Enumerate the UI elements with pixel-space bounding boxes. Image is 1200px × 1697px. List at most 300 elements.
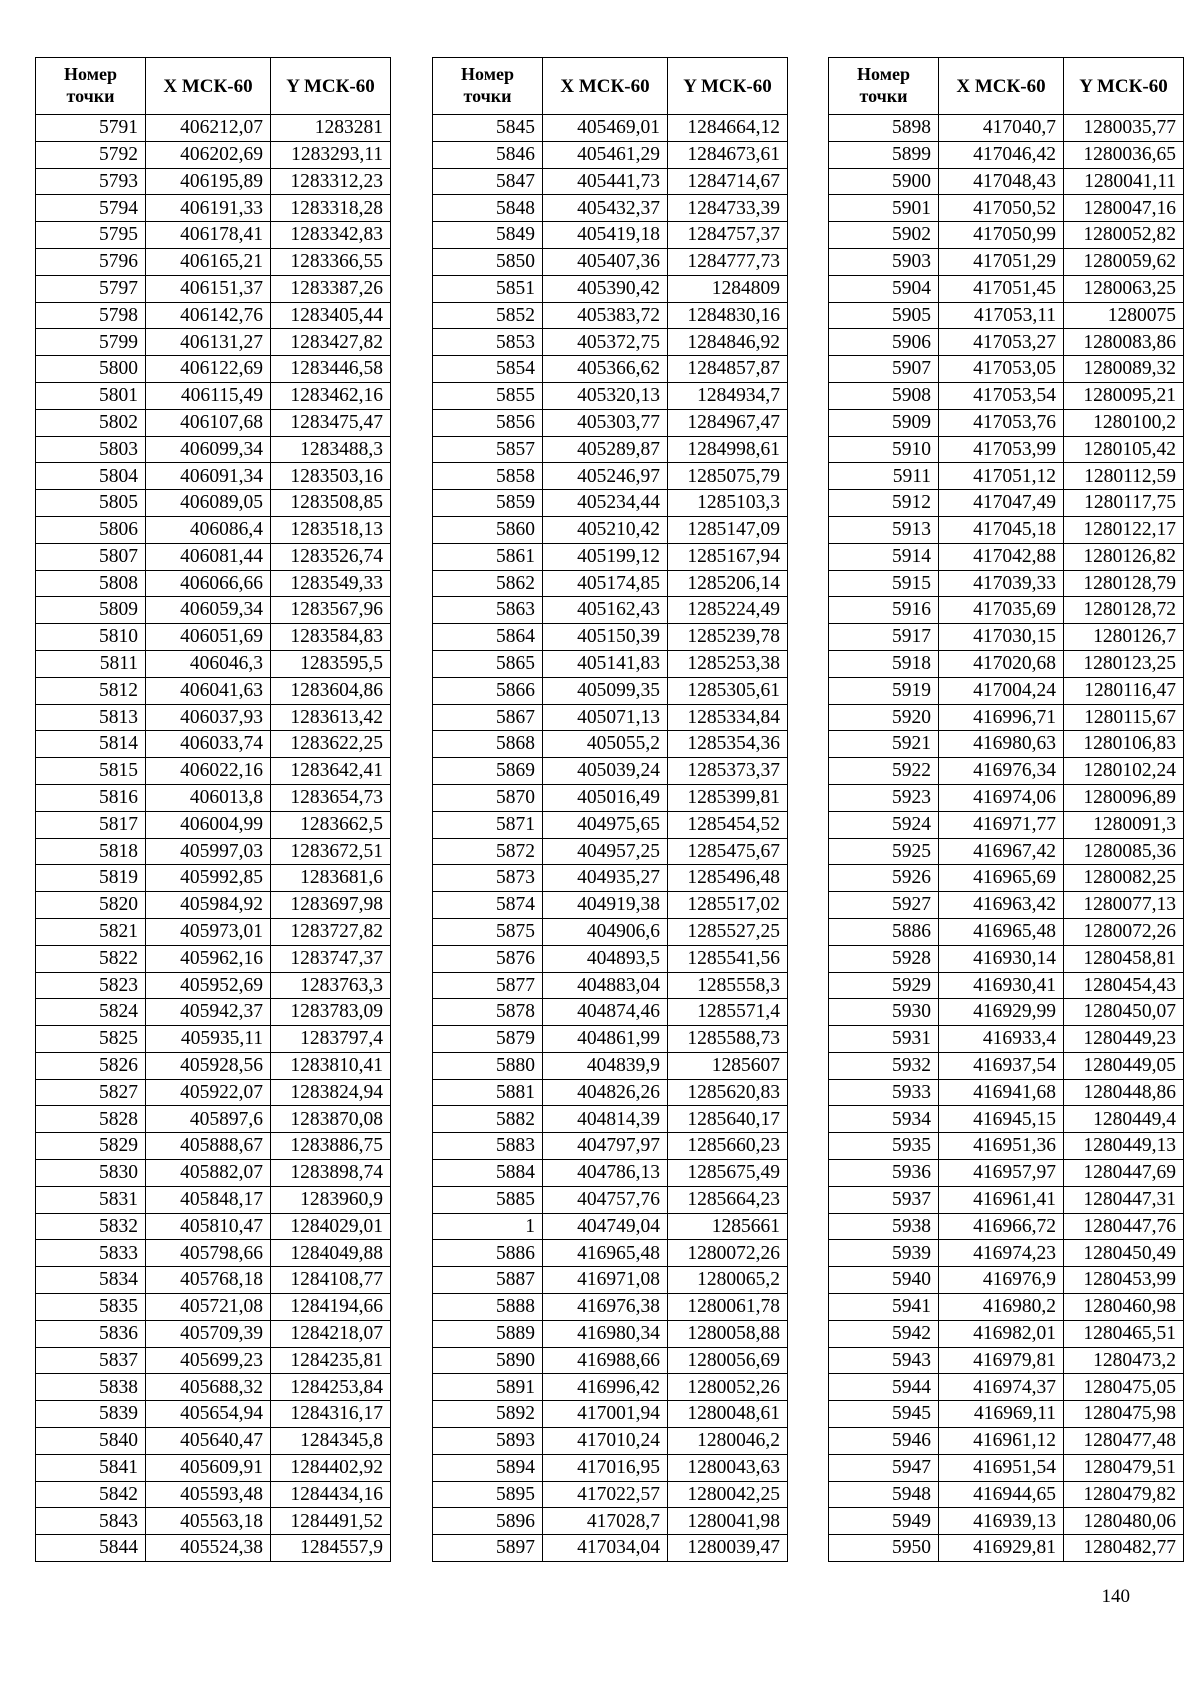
cell-point-number: 5836 <box>36 1320 146 1347</box>
cell-x: 405942,37 <box>146 999 271 1026</box>
cell-x: 406195,89 <box>146 168 271 195</box>
cell-point-number: 5816 <box>36 784 146 811</box>
cell-y: 1283503,16 <box>271 463 391 490</box>
table-header-row <box>36 58 391 115</box>
table-row <box>433 1267 788 1294</box>
table-row <box>829 409 1184 436</box>
cell-y: 1284253,84 <box>271 1374 391 1401</box>
table-row <box>36 1160 391 1187</box>
table-row <box>829 382 1184 409</box>
table-row <box>829 1320 1184 1347</box>
table-row <box>829 1374 1184 1401</box>
cell-y: 1284345,8 <box>271 1428 391 1455</box>
cell-x: 404786,13 <box>543 1160 668 1187</box>
cell-y: 1280105,42 <box>1064 436 1184 463</box>
cell-x: 417053,27 <box>939 329 1064 356</box>
cell-x: 405709,39 <box>146 1320 271 1347</box>
table-row <box>433 1079 788 1106</box>
cell-point-number: 5897 <box>433 1535 543 1562</box>
table-row <box>433 222 788 249</box>
cell-x: 416965,69 <box>939 865 1064 892</box>
cell-x: 406033,74 <box>146 731 271 758</box>
cell-point-number: 5797 <box>36 275 146 302</box>
cell-y: 1285334,84 <box>668 704 788 731</box>
cell-x: 405234,44 <box>543 490 668 517</box>
cell-y: 1283312,23 <box>271 168 391 195</box>
table-row <box>36 409 391 436</box>
table-row <box>36 1428 391 1455</box>
cell-point-number: 5848 <box>433 195 543 222</box>
table-row <box>36 838 391 865</box>
cell-y: 1285664,23 <box>668 1186 788 1213</box>
cell-x: 405199,12 <box>543 543 668 570</box>
table-row <box>36 1401 391 1428</box>
table-row <box>829 570 1184 597</box>
cell-y: 1285475,67 <box>668 838 788 865</box>
cell-point-number: 5866 <box>433 677 543 704</box>
cell-x: 405419,18 <box>543 222 668 249</box>
cell-point-number: 5796 <box>36 248 146 275</box>
cell-point-number: 5930 <box>829 999 939 1026</box>
table-row <box>829 650 1184 677</box>
cell-point-number: 5831 <box>36 1186 146 1213</box>
cell-y: 1283622,25 <box>271 731 391 758</box>
table-row <box>36 972 391 999</box>
cell-point-number: 5882 <box>433 1106 543 1133</box>
cell-point-number: 5887 <box>433 1267 543 1294</box>
cell-point-number: 5873 <box>433 865 543 892</box>
cell-y: 1285640,17 <box>668 1106 788 1133</box>
cell-y: 1280102,24 <box>1064 758 1184 785</box>
cell-y: 1280100,2 <box>1064 409 1184 436</box>
table-row <box>36 758 391 785</box>
cell-x: 416980,2 <box>939 1294 1064 1321</box>
cell-x: 416971,08 <box>543 1267 668 1294</box>
cell-x: 404919,38 <box>543 892 668 919</box>
cell-y: 1283898,74 <box>271 1160 391 1187</box>
cell-x: 405390,42 <box>543 275 668 302</box>
cell-point-number: 5941 <box>829 1294 939 1321</box>
table-row <box>433 650 788 677</box>
cell-x: 405366,62 <box>543 356 668 383</box>
cell-y: 1285527,25 <box>668 918 788 945</box>
cell-y: 1280473,2 <box>1064 1347 1184 1374</box>
cell-y: 1285354,36 <box>668 731 788 758</box>
table-row <box>36 1508 391 1535</box>
cell-point-number: 5794 <box>36 195 146 222</box>
cell-x: 416988,66 <box>543 1347 668 1374</box>
cell-y: 1280042,25 <box>668 1481 788 1508</box>
table-row <box>433 1481 788 1508</box>
cell-x: 405654,94 <box>146 1401 271 1428</box>
cell-y: 1285571,4 <box>668 999 788 1026</box>
cell-x: 404883,04 <box>543 972 668 999</box>
cell-x: 416937,54 <box>939 1052 1064 1079</box>
cell-x: 405984,92 <box>146 892 271 919</box>
cell-point-number: 5830 <box>36 1160 146 1187</box>
cell-x: 417042,88 <box>939 543 1064 570</box>
cell-point-number: 5876 <box>433 945 543 972</box>
cell-x: 404957,25 <box>543 838 668 865</box>
cell-x: 416969,11 <box>939 1401 1064 1428</box>
cell-y: 1283604,86 <box>271 677 391 704</box>
cell-x: 416963,42 <box>939 892 1064 919</box>
table-row <box>36 784 391 811</box>
cell-point-number: 5936 <box>829 1160 939 1187</box>
table-row <box>433 1428 788 1455</box>
cell-point-number: 5923 <box>829 784 939 811</box>
cell-y: 1283318,28 <box>271 195 391 222</box>
cell-point-number: 5902 <box>829 222 939 249</box>
cell-y: 1284664,12 <box>668 115 788 142</box>
cell-point-number: 5900 <box>829 168 939 195</box>
table-row <box>36 1320 391 1347</box>
table-row <box>433 945 788 972</box>
cell-y: 1284967,47 <box>668 409 788 436</box>
cell-point-number: 5898 <box>829 115 939 142</box>
cell-x: 405848,17 <box>146 1186 271 1213</box>
cell-point-number: 5881 <box>433 1079 543 1106</box>
cell-x: 417051,45 <box>939 275 1064 302</box>
cell-y: 1280117,75 <box>1064 490 1184 517</box>
cell-y: 1284809 <box>668 275 788 302</box>
cell-x: 405162,43 <box>543 597 668 624</box>
table-row <box>433 677 788 704</box>
cell-x: 416961,41 <box>939 1186 1064 1213</box>
cell-y: 1285167,94 <box>668 543 788 570</box>
table-row <box>829 1160 1184 1187</box>
cell-x: 405563,18 <box>146 1508 271 1535</box>
cell-point-number: 5829 <box>36 1133 146 1160</box>
table-row <box>36 1294 391 1321</box>
table-row <box>433 409 788 436</box>
table-header-row <box>433 58 788 115</box>
header-y: Y МСК-60 <box>668 58 788 115</box>
cell-point-number: 5920 <box>829 704 939 731</box>
cell-point-number: 5894 <box>433 1454 543 1481</box>
cell-y: 1283427,82 <box>271 329 391 356</box>
cell-y: 1280096,89 <box>1064 784 1184 811</box>
table-row <box>829 918 1184 945</box>
cell-point-number: 5890 <box>433 1347 543 1374</box>
table-row <box>36 1535 391 1562</box>
cell-point-number: 5805 <box>36 490 146 517</box>
table-row <box>829 758 1184 785</box>
cell-y: 1284830,16 <box>668 302 788 329</box>
cell-y: 1284673,61 <box>668 141 788 168</box>
cell-x: 405289,87 <box>543 436 668 463</box>
cell-y: 1285373,37 <box>668 758 788 785</box>
cell-y: 1280083,86 <box>1064 329 1184 356</box>
cell-point-number: 5895 <box>433 1481 543 1508</box>
cell-x: 416976,9 <box>939 1267 1064 1294</box>
cell-y: 1280449,23 <box>1064 1026 1184 1053</box>
cell-y: 1280115,67 <box>1064 704 1184 731</box>
cell-x: 405432,37 <box>543 195 668 222</box>
cell-x: 405441,73 <box>543 168 668 195</box>
table-row <box>36 516 391 543</box>
cell-point-number: 5949 <box>829 1508 939 1535</box>
cell-y: 1284218,07 <box>271 1320 391 1347</box>
cell-x: 405016,49 <box>543 784 668 811</box>
cell-y: 1283824,94 <box>271 1079 391 1106</box>
table-row <box>36 677 391 704</box>
cell-y: 1280450,49 <box>1064 1240 1184 1267</box>
cell-x: 404975,65 <box>543 811 668 838</box>
cell-x: 404839,9 <box>543 1052 668 1079</box>
cell-y: 1283342,83 <box>271 222 391 249</box>
cell-point-number: 5896 <box>433 1508 543 1535</box>
table-row <box>36 945 391 972</box>
cell-point-number: 5908 <box>829 382 939 409</box>
table-row <box>36 356 391 383</box>
table-row <box>36 597 391 624</box>
cell-point-number: 5886 <box>433 1240 543 1267</box>
cell-x: 416929,99 <box>939 999 1064 1026</box>
table-row <box>829 1294 1184 1321</box>
cell-point-number: 5862 <box>433 570 543 597</box>
cell-y: 1280035,77 <box>1064 115 1184 142</box>
table-row <box>433 248 788 275</box>
table-row <box>829 1186 1184 1213</box>
cell-y: 1280447,31 <box>1064 1186 1184 1213</box>
cell-point-number: 5891 <box>433 1374 543 1401</box>
table-row <box>433 1213 788 1240</box>
cell-point-number: 5807 <box>36 543 146 570</box>
cell-point-number: 5929 <box>829 972 939 999</box>
table-row <box>829 463 1184 490</box>
table-row <box>829 1052 1184 1079</box>
coordinates-table-3 <box>828 57 1184 1562</box>
cell-y: 1280449,05 <box>1064 1052 1184 1079</box>
cell-x: 416941,68 <box>939 1079 1064 1106</box>
cell-point-number: 5841 <box>36 1454 146 1481</box>
cell-point-number: 5835 <box>36 1294 146 1321</box>
cell-x: 416967,42 <box>939 838 1064 865</box>
cell-point-number: 5915 <box>829 570 939 597</box>
table-row <box>829 141 1184 168</box>
cell-x: 416974,06 <box>939 784 1064 811</box>
table-row <box>433 1454 788 1481</box>
cell-y: 1283366,55 <box>271 248 391 275</box>
cell-x: 405071,13 <box>543 704 668 731</box>
cell-x: 405141,83 <box>543 650 668 677</box>
cell-y: 1280479,82 <box>1064 1481 1184 1508</box>
cell-point-number: 5935 <box>829 1133 939 1160</box>
cell-x: 404935,27 <box>543 865 668 892</box>
cell-point-number: 5808 <box>36 570 146 597</box>
cell-point-number: 5884 <box>433 1160 543 1187</box>
cell-y: 1280061,78 <box>668 1294 788 1321</box>
cell-x: 416976,38 <box>543 1294 668 1321</box>
cell-point-number: 5842 <box>36 1481 146 1508</box>
cell-y: 1283672,51 <box>271 838 391 865</box>
cell-y: 1280128,72 <box>1064 597 1184 624</box>
cell-y: 1280112,59 <box>1064 463 1184 490</box>
cell-y: 1284934,7 <box>668 382 788 409</box>
table-row <box>36 275 391 302</box>
table-row <box>433 1294 788 1321</box>
cell-x: 417022,57 <box>543 1481 668 1508</box>
cell-y: 1280449,13 <box>1064 1133 1184 1160</box>
cell-y: 1280447,69 <box>1064 1160 1184 1187</box>
cell-x: 406013,8 <box>146 784 271 811</box>
cell-point-number: 5871 <box>433 811 543 838</box>
cell-y: 1280036,65 <box>1064 141 1184 168</box>
cell-x: 416939,13 <box>939 1508 1064 1535</box>
cell-x: 406151,37 <box>146 275 271 302</box>
cell-point-number: 5872 <box>433 838 543 865</box>
cell-x: 406165,21 <box>146 248 271 275</box>
cell-x: 405935,11 <box>146 1026 271 1053</box>
cell-y: 1283567,96 <box>271 597 391 624</box>
cell-x: 416982,01 <box>939 1320 1064 1347</box>
cell-point-number: 5921 <box>829 731 939 758</box>
cell-point-number: 5878 <box>433 999 543 1026</box>
cell-y: 1280056,69 <box>668 1347 788 1374</box>
cell-point-number: 5853 <box>433 329 543 356</box>
cell-y: 1284235,81 <box>271 1347 391 1374</box>
cell-y: 1283960,9 <box>271 1186 391 1213</box>
cell-x: 416971,77 <box>939 811 1064 838</box>
cell-x: 404749,04 <box>543 1213 668 1240</box>
cell-x: 416979,81 <box>939 1347 1064 1374</box>
table-row <box>433 1052 788 1079</box>
cell-y: 1280477,48 <box>1064 1428 1184 1455</box>
cell-point-number: 5916 <box>829 597 939 624</box>
cell-x: 406142,76 <box>146 302 271 329</box>
cell-x: 405888,67 <box>146 1133 271 1160</box>
cell-x: 405768,18 <box>146 1267 271 1294</box>
cell-x: 405810,47 <box>146 1213 271 1240</box>
cell-x: 406037,93 <box>146 704 271 731</box>
cell-y: 1285075,79 <box>668 463 788 490</box>
cell-point-number: 5942 <box>829 1320 939 1347</box>
table-row <box>829 516 1184 543</box>
cell-point-number: 5927 <box>829 892 939 919</box>
cell-y: 1283763,3 <box>271 972 391 999</box>
table-row <box>829 222 1184 249</box>
cell-point-number: 5799 <box>36 329 146 356</box>
cell-y: 1283508,85 <box>271 490 391 517</box>
cell-y: 1280047,16 <box>1064 195 1184 222</box>
cell-y: 1283654,73 <box>271 784 391 811</box>
cell-point-number: 5893 <box>433 1428 543 1455</box>
cell-y: 1280072,26 <box>668 1240 788 1267</box>
table-row <box>829 1481 1184 1508</box>
cell-point-number: 5932 <box>829 1052 939 1079</box>
cell-y: 1280475,98 <box>1064 1401 1184 1428</box>
cell-x: 405593,48 <box>146 1481 271 1508</box>
cell-point-number: 5903 <box>829 248 939 275</box>
cell-x: 406081,44 <box>146 543 271 570</box>
table-row <box>433 1160 788 1187</box>
header-x: X МСК-60 <box>146 58 271 115</box>
cell-point-number: 5883 <box>433 1133 543 1160</box>
cell-point-number: 5854 <box>433 356 543 383</box>
cell-y: 1280052,82 <box>1064 222 1184 249</box>
cell-y: 1283697,98 <box>271 892 391 919</box>
cell-point-number: 5834 <box>36 1267 146 1294</box>
cell-x: 417050,99 <box>939 222 1064 249</box>
cell-point-number: 5795 <box>36 222 146 249</box>
table-row <box>829 704 1184 731</box>
cell-x: 416974,37 <box>939 1374 1064 1401</box>
cell-x: 417001,94 <box>543 1401 668 1428</box>
cell-y: 1285224,49 <box>668 597 788 624</box>
table-row <box>829 248 1184 275</box>
cell-y: 1280058,88 <box>668 1320 788 1347</box>
cell-point-number: 5867 <box>433 704 543 731</box>
cell-x: 416965,48 <box>939 918 1064 945</box>
cell-y: 1284777,73 <box>668 248 788 275</box>
cell-point-number: 5800 <box>36 356 146 383</box>
cell-point-number: 5913 <box>829 516 939 543</box>
table-row <box>36 704 391 731</box>
cell-x: 416951,54 <box>939 1454 1064 1481</box>
cell-x: 406191,33 <box>146 195 271 222</box>
cell-point-number: 5909 <box>829 409 939 436</box>
cell-point-number: 5950 <box>829 1535 939 1562</box>
cell-y: 1283681,6 <box>271 865 391 892</box>
cell-point-number: 5906 <box>829 329 939 356</box>
cell-x: 417028,7 <box>543 1508 668 1535</box>
table-row <box>433 168 788 195</box>
cell-x: 417053,54 <box>939 382 1064 409</box>
cell-x: 405962,16 <box>146 945 271 972</box>
cell-point-number: 5852 <box>433 302 543 329</box>
table-row <box>36 382 391 409</box>
cell-y: 1280089,32 <box>1064 356 1184 383</box>
table-row <box>433 892 788 919</box>
cell-point-number: 5792 <box>36 141 146 168</box>
cell-x: 406086,4 <box>146 516 271 543</box>
cell-x: 406122,69 <box>146 356 271 383</box>
table-row <box>433 838 788 865</box>
cell-point-number: 5857 <box>433 436 543 463</box>
table-row <box>829 195 1184 222</box>
cell-point-number: 5940 <box>829 1267 939 1294</box>
cell-point-number: 5817 <box>36 811 146 838</box>
cell-x: 417051,12 <box>939 463 1064 490</box>
cell-point-number: 5819 <box>36 865 146 892</box>
cell-point-number: 5864 <box>433 624 543 651</box>
cell-y: 1280458,81 <box>1064 945 1184 972</box>
cell-point-number: 5912 <box>829 490 939 517</box>
cell-x: 417046,42 <box>939 141 1064 168</box>
cell-point-number: 5880 <box>433 1052 543 1079</box>
cell-x: 406115,49 <box>146 382 271 409</box>
cell-x: 417053,05 <box>939 356 1064 383</box>
cell-x: 416929,81 <box>939 1535 1064 1562</box>
cell-x: 416930,14 <box>939 945 1064 972</box>
cell-y: 1285454,52 <box>668 811 788 838</box>
cell-x: 406099,34 <box>146 436 271 463</box>
cell-y: 1283886,75 <box>271 1133 391 1160</box>
cell-y: 1285239,78 <box>668 624 788 651</box>
table-row <box>829 543 1184 570</box>
table-row <box>36 490 391 517</box>
cell-x: 405882,07 <box>146 1160 271 1187</box>
table-row <box>829 1508 1184 1535</box>
cell-y: 1285660,23 <box>668 1133 788 1160</box>
cell-x: 406022,16 <box>146 758 271 785</box>
cell-point-number: 5865 <box>433 650 543 677</box>
cell-y: 1280063,25 <box>1064 275 1184 302</box>
cell-y: 1280123,25 <box>1064 650 1184 677</box>
cell-x: 416974,23 <box>939 1240 1064 1267</box>
table-row <box>829 1133 1184 1160</box>
